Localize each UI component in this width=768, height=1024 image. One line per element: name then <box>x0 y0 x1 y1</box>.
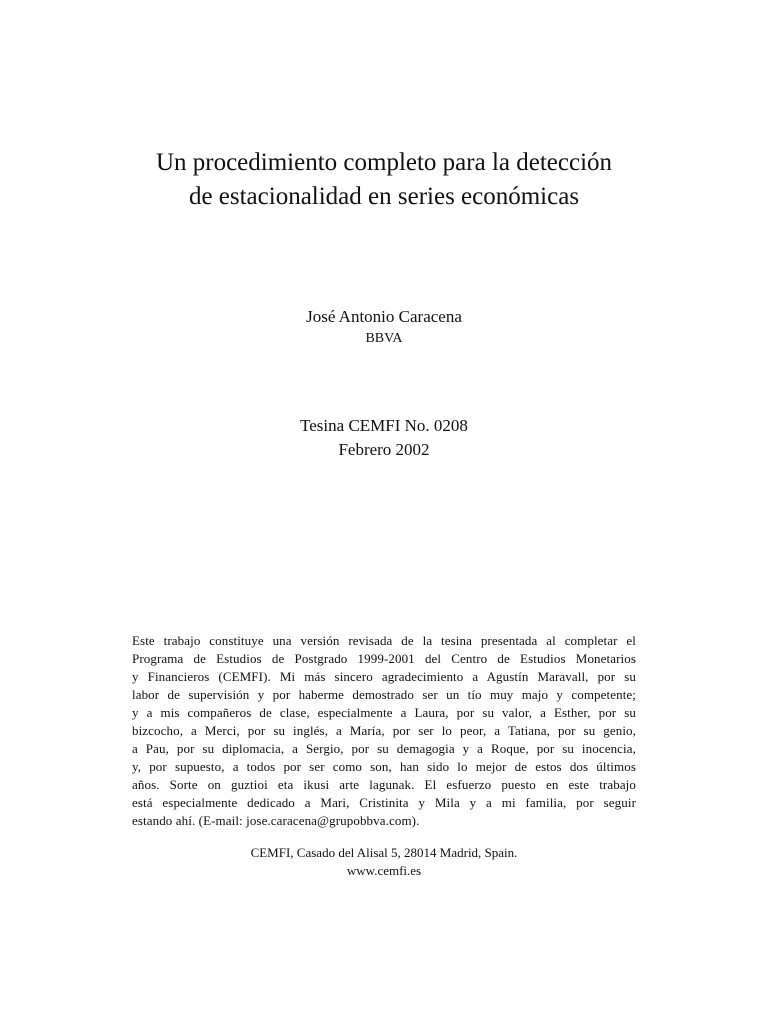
publication-info <box>0 414 768 462</box>
note-line: y Financieros (CEMFI). Mi más sincero agradecimiento a Agustín Maravall, por su <box>132 669 636 684</box>
website-link[interactable]: www.cemfi.es <box>346 863 422 878</box>
note-line: Este trabajo constituye una versión revisada de la tesina presentada al completar el <box>132 633 636 648</box>
note-line: Programa de Estudios de Postgrado 1999-2001 del Centro de Estudios Monetarios <box>132 651 636 666</box>
paper-title <box>60 146 708 214</box>
institution-address <box>0 844 768 880</box>
title-line: de estacionalidad en series económicas <box>188 183 580 210</box>
series-number: Tesina CEMFI No. 0208 <box>300 416 468 435</box>
note-line: y a mis compañeros de clase, especialmente a Laura, por su valor, a Esther, por su <box>132 705 636 720</box>
publication-date: Febrero 2002 <box>338 440 430 459</box>
address-line: CEMFI, Casado del Alisal 5, 28014 Madrid, Spain. <box>250 845 518 860</box>
title-line: Un procedimiento completo para la detección <box>155 149 613 176</box>
note-line: labor de supervisión y por haberme demostrado ser un tío muy majo y competente; <box>132 687 636 702</box>
author-name: José Antonio Caracena <box>306 307 462 326</box>
note-line: y, por supuesto, a todos por ser como son, han sido lo mejor de estos dos últimos <box>132 759 636 774</box>
note-line: bizcocho, a Merci, por su inglés, a María, por ser lo peor, a Tatiana, por su genio, <box>132 723 636 738</box>
author-affiliation: BBVA <box>365 331 403 346</box>
note-line: a Pau, por su diplomacia, a Sergio, por su demagogia y a Roque, por su inocencia, <box>132 741 636 756</box>
note-line: estando ahí. (E-mail: jose.caracena@grupobbva.com). <box>132 813 420 828</box>
note-line: está especialmente dedicado a Mari, Cristinita y Mila y a mi familia, por seguir <box>132 795 636 810</box>
acknowledgement-note <box>132 632 636 830</box>
note-line: años. Sorte on guztioi eta ikusi arte lagunak. El esfuerzo puesto en este trabajo <box>132 777 636 792</box>
